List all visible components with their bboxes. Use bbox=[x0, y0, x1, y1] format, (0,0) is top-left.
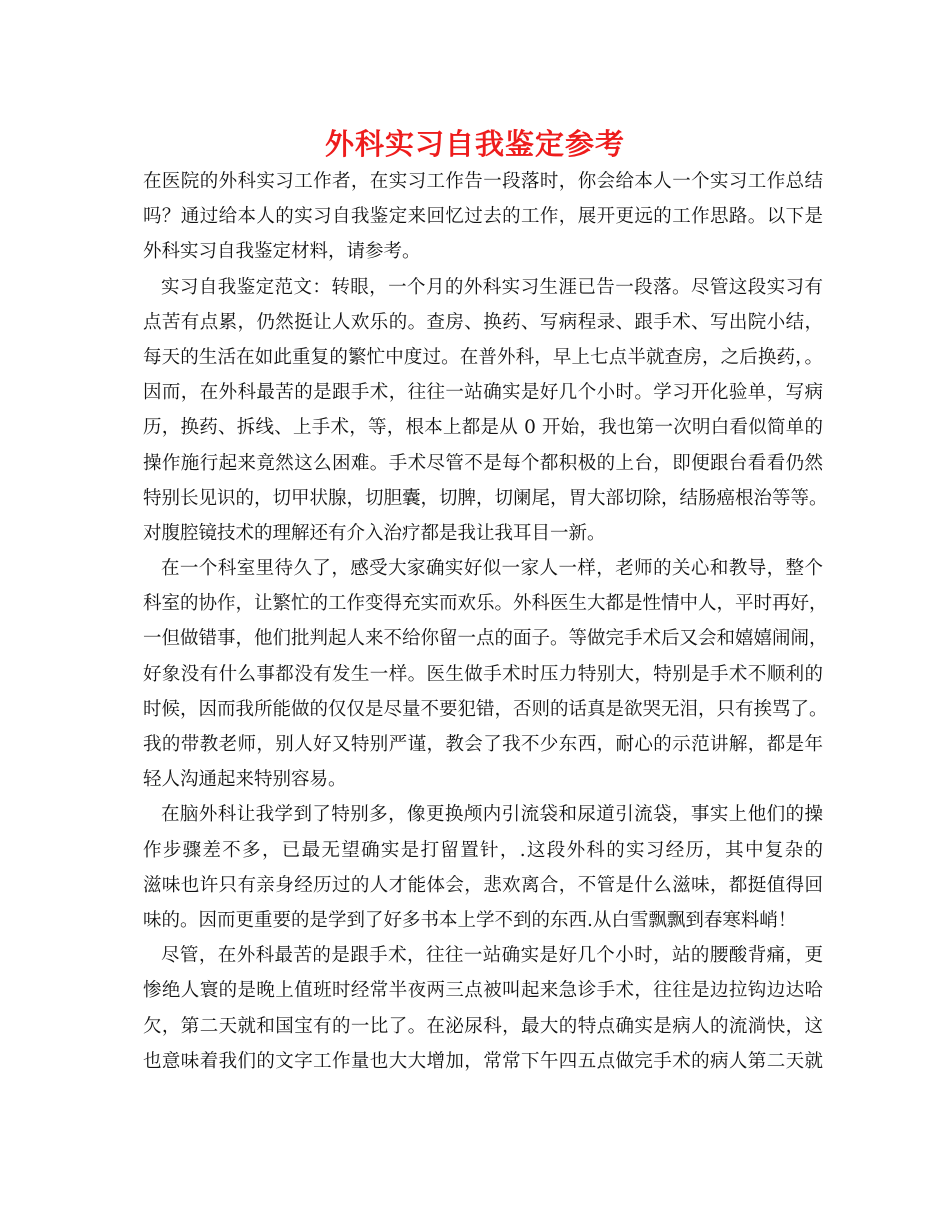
paragraph-line: 滋味也许只有亲身经历过的人才能体会，悲欢离合，不管是什么滋味，都挺值得回 bbox=[143, 874, 823, 896]
paragraph-line: 吗？通过给本人的实习自我鉴定来回忆过去的工作，展开更远的工作思路。以下是 bbox=[143, 206, 823, 228]
paragraph-line: 在脑外科让我学到了特别多，像更换颅内引流袋和尿道引流袋，事实上他们的操 bbox=[161, 804, 823, 826]
paragraph-line: 科室的协作，让繁忙的工作变得充实而欢乐。外科医生大都是性情中人，平时再好， bbox=[143, 593, 828, 615]
paragraph-line: 在一个科室里待久了，感受大家确实好似一家人一样，老师的关心和教导，整个 bbox=[161, 558, 823, 580]
paragraph-line: 每天的生活在如此重复的繁忙中度过。在普外科，早上七点半就查房，之后换药，。 bbox=[143, 346, 823, 368]
paragraph-line: 作步骤差不多，已最无望确实是打留置针，.这段外科的实习经历，其中复杂的 bbox=[143, 839, 823, 861]
paragraph-line: 实习自我鉴定范文：转眼，一个月的外科实习生涯已告一段落。尽管这段实习有 bbox=[161, 276, 823, 298]
paragraph bbox=[143, 938, 823, 1079]
paragraph-line: 好象没有什么事都没有发生一样。医生做手术时压力特别大，特别是手术不顺利的 bbox=[143, 663, 823, 685]
paragraph-line: 尽管，在外科最苦的是跟手术，往往一站确实是好几个小时，站的腰酸背痛，更 bbox=[161, 945, 823, 967]
paragraph-line: 因而，在外科最苦的是跟手术，往往一站确实是好几个小时。学习开化验单，写病 bbox=[143, 382, 823, 404]
paragraph-line: 轻人沟通起来特别容易。 bbox=[143, 769, 347, 791]
paragraph-line: 欠，第二天就和国宝有的一比了。在泌尿科，最大的特点确实是病人的流淌快，这 bbox=[143, 1015, 823, 1037]
paragraph-line: 时候，因而我所能做的仅仅是尽量不要犯错，否则的话真是欲哭无泪，只有挨骂了。 bbox=[143, 698, 828, 720]
paragraph-line: 我的带教老师，别人好又特别严谨，教会了我不少东西，耐心的示范讲解，都是年 bbox=[143, 734, 823, 755]
document-body bbox=[143, 164, 828, 1079]
paragraph bbox=[143, 797, 823, 938]
paragraph-line: 在医院的外科实习工作者，在实习工作告一段落时，你会给本人一个实习工作总结 bbox=[143, 171, 823, 192]
paragraph-line: 操作施行起来竟然这么困难。手术尽管不是每个都积极的上台，即便跟台看看仍然 bbox=[143, 452, 823, 474]
paragraph bbox=[143, 551, 828, 797]
paragraph-line: 点苦有点累，仍然挺让人欢乐的。查房、换药、写病程录、跟手术、写出院小结， bbox=[143, 311, 823, 333]
paragraph-line: 味的。因而更重要的是学到了好多书本上学不到的东西.从白雪飘飘到春寒料峭！ bbox=[143, 909, 797, 931]
paragraph bbox=[143, 270, 828, 552]
paragraph bbox=[143, 164, 823, 270]
paragraph-line: 惨绝人寰的是晚上值班时经常半夜两三点被叫起来急诊手术，往往是边拉钩边达哈 bbox=[143, 980, 823, 1002]
paragraph-line: 一但做错事，他们批判起人来不给你留一点的面子。等做完手术后又会和嬉嬉闹闹， bbox=[143, 628, 828, 650]
paragraph-line: 外科实习自我鉴定材料，请参考。 bbox=[143, 241, 421, 263]
paragraph-line: 也意味着我们的文字工作量也大大增加，常常下午四五点做完手术的病人第二天就 bbox=[143, 1050, 823, 1072]
paragraph-line: 对腹腔镜技术的理解还有介入治疗都是我让我耳目一新。 bbox=[143, 522, 606, 544]
paragraph-line: 特别长见识的，切甲状腺，切胆囊，切脾，切阑尾，胃大部切除，结肠癌根治等等。 bbox=[143, 487, 828, 509]
page-title: 外科实习自我鉴定参考 bbox=[324, 127, 625, 161]
paragraph-line: 历，换药、拆线、上手术，等，根本上都是从 0 开始，我也第一次明白看似简单的 bbox=[143, 417, 823, 439]
